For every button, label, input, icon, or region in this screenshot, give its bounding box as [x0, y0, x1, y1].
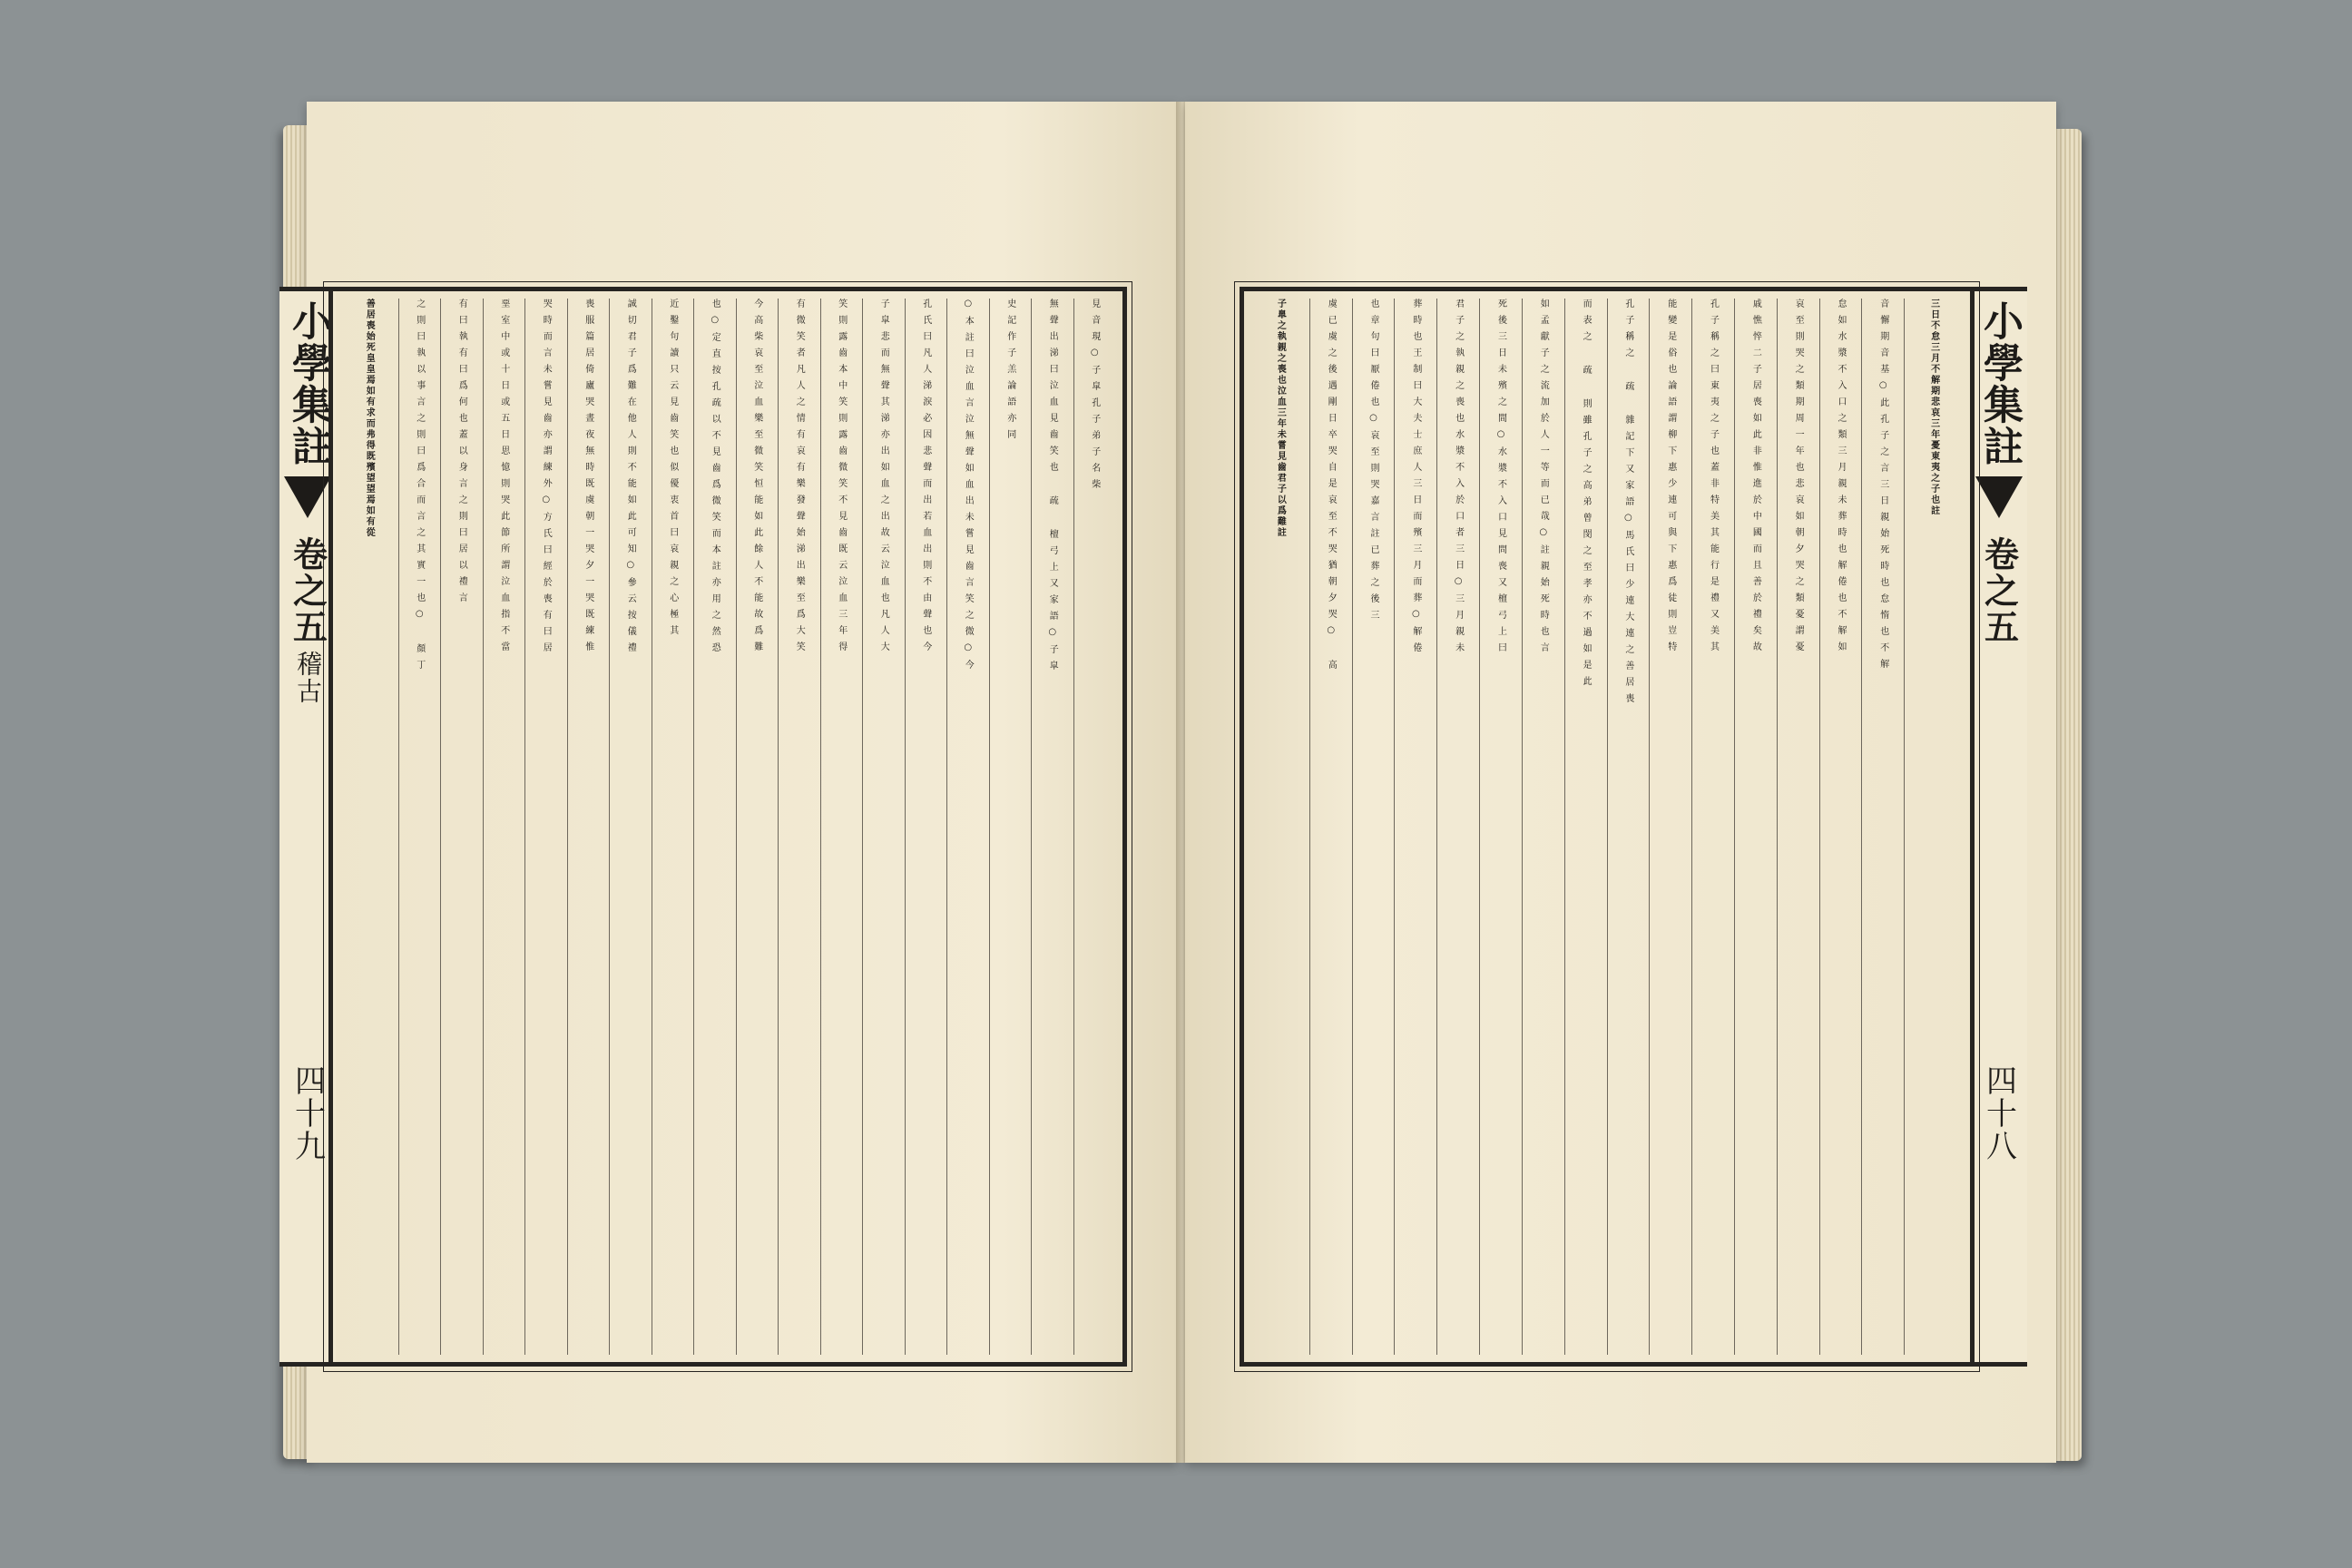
left-text-columns	[340, 299, 1115, 1355]
right-page-column	[1607, 299, 1650, 1355]
column-text: 而表之 疏 則雖孔子之高弟曾閔之至孝亦不過如是此	[1581, 299, 1592, 692]
column-text: 子臯之執親之喪也泣血三年未嘗見齒君子以爲難註	[1275, 299, 1286, 538]
column-text: ○本註曰泣血言泣無聲如血出未嘗見齒言笑之微○今	[963, 299, 974, 676]
right-page-column	[1904, 299, 1963, 1355]
column-text: 近鑿句讀只云見齒笑也似優衷首曰哀親之心極其	[667, 299, 678, 642]
left-page-column	[820, 299, 863, 1355]
left-page-column	[1031, 299, 1073, 1355]
column-text: 見音現○子皐孔子弟子名柴	[1089, 299, 1100, 495]
column-text: 子皐悲而無聲其涕亦出如血之出故云泣血也凡人大	[878, 299, 889, 658]
column-text: 孔氏曰凡人涕淚必因悲聲而出若血出則不由聲也今	[920, 299, 931, 658]
left-margin-title	[279, 287, 336, 1367]
column-text: 誠切君子爲難在他人則不能如此可知○參云按儀禮	[625, 299, 636, 659]
open-book	[283, 102, 2082, 1472]
right-page-column	[1522, 299, 1564, 1355]
left-page-column	[905, 299, 947, 1355]
right-page-column	[1394, 299, 1436, 1355]
right-page-column	[1251, 299, 1309, 1355]
left-page	[285, 102, 1178, 1463]
column-text: 笑則露齒本中笑則露齒微笑不見齒既云泣血三年得	[836, 299, 847, 658]
column-text: 葬時也王制曰大夫士庶人三日而殯三月而葬○解倦	[1410, 299, 1421, 659]
left-page-column	[778, 299, 820, 1355]
column-text: 死後三日未殯之間○水漿不入口見問喪又檀弓上曰	[1495, 299, 1506, 659]
left-text-frame	[328, 287, 1127, 1367]
left-book-title: 小學集註	[285, 300, 331, 467]
left-page-column	[1073, 299, 1116, 1355]
column-text: 哀至則哭之類期周一年也悲哀如朝夕哭之類憂謂憂	[1793, 299, 1804, 658]
left-page-column	[524, 299, 567, 1355]
left-page-column	[693, 299, 736, 1355]
column-text: 堊室中或十日或五日思憶則哭此節所謂泣血指不當	[498, 299, 509, 658]
right-margin-title	[1971, 287, 2027, 1367]
left-page-column	[340, 299, 397, 1355]
right-page-column	[1861, 299, 1904, 1355]
right-page-column	[1649, 299, 1691, 1355]
left-page-column	[483, 299, 525, 1355]
column-text: 君子之執親之喪也水漿不入於口者三日○三月親未	[1453, 299, 1464, 659]
column-text: 有微笑者凡人之情有哀有樂發聲始涕出樂至爲大笑	[794, 299, 805, 658]
column-text: 今高柴哀至泣血樂至微笑恒能如此餘人不能故爲難	[751, 299, 762, 658]
right-page-column	[1777, 299, 1819, 1355]
left-page-column	[862, 299, 905, 1355]
left-page-column	[440, 299, 483, 1355]
left-page-column	[398, 299, 441, 1355]
column-text: 有曰執有曰爲何也蓋以身言之則曰居以禮言	[456, 299, 467, 609]
left-folio-number: 四十九	[289, 1064, 326, 1162]
left-page-column	[736, 299, 779, 1355]
right-page-column	[1436, 299, 1479, 1355]
column-text: 虞已虞之後遇剛日卒哭自是哀至不哭猶朝夕哭○ 高	[1326, 299, 1337, 676]
column-text: 史記作子羔論語亦同	[1004, 299, 1015, 446]
column-text: 能變是俗也論語謂柳下惠少連可與下惠爲徒則豈特	[1665, 299, 1676, 658]
column-text: 之則曰執以事言之則曰爲合而言之其實一也○ 顏丁	[414, 299, 425, 676]
left-page-column	[567, 299, 610, 1355]
column-text: 三日不怠三月不解期悲哀三年憂東夷之子也註	[1928, 299, 1939, 516]
left-page-column	[609, 299, 652, 1355]
column-text: 喪服篇居倚廬哭晝夜無時既虞朝一哭夕一哭既練惟	[583, 299, 593, 658]
right-text-frame	[1240, 287, 1975, 1367]
column-text: 如孟獻子之流加於人一等而已哉○註親始死時也言	[1538, 299, 1549, 659]
column-text: 音懈期音基○此孔子之言三日親始死時也怠惰也不解	[1877, 299, 1888, 675]
right-page-column	[1819, 299, 1862, 1355]
left-volume-label: 卷之五	[287, 536, 328, 645]
right-page-column	[1691, 299, 1734, 1355]
column-text: 戚憔悴二子居喪如此非惟進於中國而且善於禮矣故	[1750, 299, 1761, 658]
column-text: 無聲出涕曰泣血見齒笑也 疏 檀弓上又家語○子皐	[1047, 299, 1058, 677]
right-text-columns	[1251, 299, 1963, 1355]
right-page-column	[1479, 299, 1522, 1355]
right-page-column	[1564, 299, 1607, 1355]
left-section-label: 稽古	[293, 651, 323, 705]
column-text: 孔子稱之 疏 雜記下又家語○馬氏曰少連大連之善居喪	[1622, 299, 1633, 710]
left-page-column	[946, 299, 989, 1355]
right-book-title: 小學集註	[1976, 300, 2023, 467]
right-folio-number: 四十八	[1980, 1064, 2017, 1162]
right-page-column	[1734, 299, 1777, 1355]
column-text: 也章句曰厭倦也○哀至則哭嘉言註已葬之後三	[1368, 299, 1379, 626]
right-page	[1185, 102, 2056, 1463]
column-text: 怠如水漿不入口之類三月親未葬時也解倦也不解如	[1835, 299, 1846, 658]
column-text: 孔子稱之曰東夷之子也蓋非特美其能行是禮又美其	[1708, 299, 1719, 658]
column-text: 善居喪始死皇皇焉如有求而弗得既殯望望焉如有從	[364, 299, 375, 538]
column-text: 也○定直按孔疏以不見齒爲微笑而本註亦用之然恐	[710, 299, 720, 659]
left-page-column	[989, 299, 1032, 1355]
right-volume-label: 卷之五	[1978, 536, 2020, 645]
right-page-column	[1352, 299, 1395, 1355]
column-text: 哭時而言未嘗見齒亦謂練外○方氏曰經於喪有曰居	[541, 299, 552, 659]
right-page-column	[1309, 299, 1352, 1355]
fish-tail-mark-icon	[1975, 476, 2023, 518]
fish-tail-mark-icon	[284, 476, 331, 518]
left-page-column	[652, 299, 694, 1355]
